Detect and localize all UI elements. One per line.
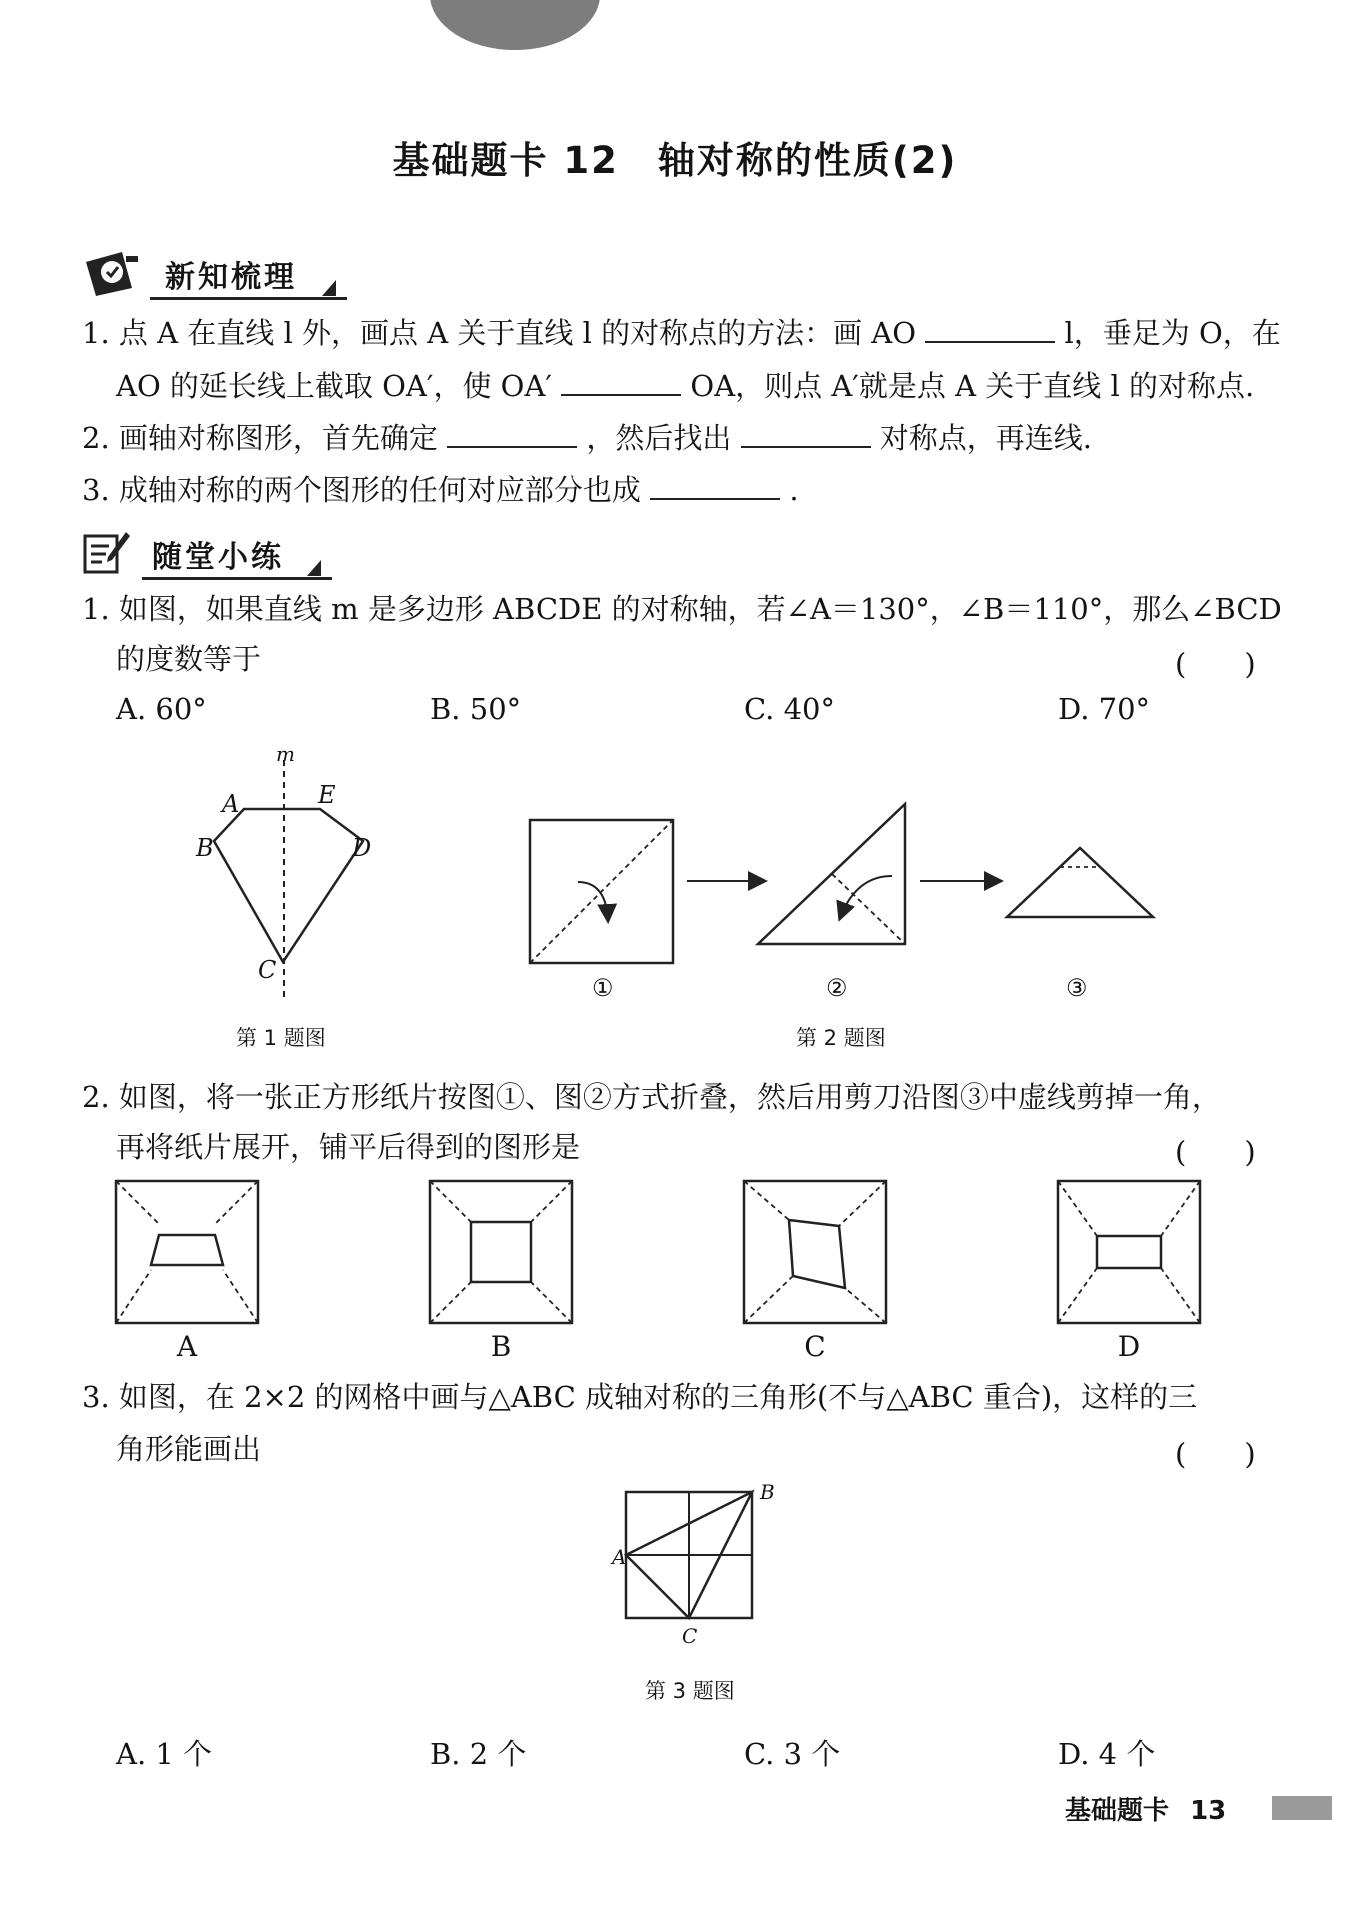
- section-label-practice: 随堂小练: [152, 540, 284, 575]
- choice-a-label[interactable]: A: [176, 1330, 198, 1363]
- option-b[interactable]: B. 2 个: [430, 1737, 527, 1771]
- review-q1-text-c: AO 的延长线上截取 OA′，使 OA′: [116, 369, 552, 403]
- review-q1-line2: [116, 368, 1254, 404]
- answer-blank[interactable]: [561, 368, 681, 396]
- practice-q3-line2: 角形能画出: [116, 1432, 262, 1466]
- option-c[interactable]: C. 40°: [744, 692, 835, 726]
- choice-c-label[interactable]: C: [804, 1330, 826, 1363]
- section-triangle: [307, 560, 321, 576]
- practice-q1-line2: 的度数等于: [116, 642, 262, 676]
- option-b[interactable]: B. 50°: [430, 692, 522, 726]
- grid-label-A: A: [612, 1545, 627, 1569]
- review-q2-text-c: 对称点，再连线.: [879, 421, 1092, 455]
- review-q1-line1: [82, 315, 1281, 351]
- practice-q3-line1: 3. 如图，在 2×2 的网格中画与△ABC 成轴对称的三角形(不与△ABC 重合)，这样的三: [82, 1380, 1198, 1414]
- label-A: A: [222, 790, 240, 818]
- step-2-label: ②: [826, 974, 848, 1002]
- section-label-review: 新知梳理: [165, 260, 297, 295]
- pencil-note-icon: [82, 530, 132, 576]
- footer-label: 基础题卡: [1065, 1796, 1170, 1826]
- answer-blank[interactable]: [650, 472, 780, 500]
- choice-b-figure[interactable]: [429, 1180, 574, 1325]
- review-q3-text-b: .: [789, 473, 799, 507]
- label-D: D: [352, 834, 372, 862]
- practice-q2-line1: 2. 如图，将一张正方形纸片按图①、图②方式折叠，然后用剪刀沿图③中虚线剪掉一角，: [82, 1080, 1221, 1114]
- review-q1-text-b: l，垂足为 O，在: [1064, 316, 1281, 350]
- answer-blank[interactable]: [447, 420, 577, 448]
- review-q1-text-d: OA，则点 A′就是点 A 关于直线 l 的对称点.: [690, 369, 1255, 403]
- figure-2-caption: 第 2 题图: [796, 1026, 886, 1050]
- review-q3: [82, 472, 799, 508]
- step-3-small-triangle: [1007, 848, 1153, 917]
- label-C: C: [258, 956, 277, 984]
- page-number: 13: [1190, 1796, 1227, 1826]
- label-B: B: [196, 834, 214, 862]
- answer-paren[interactable]: ( ): [1175, 1135, 1256, 1169]
- figure-2-folding: [520, 790, 1160, 990]
- choice-b-label[interactable]: B: [490, 1330, 512, 1363]
- section-header-review: [82, 248, 347, 300]
- choice-d-label[interactable]: D: [1117, 1330, 1141, 1363]
- grid-label-C: C: [682, 1624, 698, 1648]
- option-c[interactable]: C. 3 个: [744, 1737, 841, 1771]
- label-E: E: [318, 781, 336, 809]
- option-d[interactable]: D. 70°: [1058, 692, 1151, 726]
- step-3-label: ③: [1066, 974, 1088, 1002]
- practice-q1-line1: 1. 如图，如果直线 m 是多边形 ABCDE 的对称轴，若∠A＝130°，∠B＝110°，那么∠BCD: [82, 592, 1282, 626]
- footer-bar: [1272, 1796, 1332, 1820]
- answer-paren[interactable]: ( ): [1175, 1437, 1256, 1471]
- section-underline: [142, 577, 332, 580]
- figure-3-grid: [624, 1490, 756, 1622]
- answer-blank[interactable]: [741, 420, 871, 448]
- section-triangle: [322, 280, 336, 296]
- footer: [1065, 1790, 1226, 1827]
- grid-label-B: B: [760, 1480, 775, 1504]
- figure-3-caption: 第 3 题图: [645, 1679, 735, 1703]
- notebook-icon: [82, 248, 142, 298]
- option-a[interactable]: A. 60°: [116, 692, 207, 726]
- label-m: m: [276, 742, 295, 766]
- choice-c-figure[interactable]: [743, 1180, 888, 1325]
- review-q1-text-a: 1. 点 A 在直线 l 外，画点 A 关于直线 l 的对称点的方法：画 AO: [82, 316, 917, 350]
- review-q3-text-a: 3. 成轴对称的两个图形的任何对应部分也成: [82, 473, 641, 507]
- option-d[interactable]: D. 4 个: [1058, 1737, 1156, 1771]
- answer-paren[interactable]: ( ): [1175, 647, 1256, 681]
- answer-blank[interactable]: [925, 315, 1055, 343]
- step-2-triangle: [758, 804, 905, 944]
- review-q2-text-b: ，然后找出: [586, 421, 732, 455]
- review-q2-text-a: 2. 画轴对称图形，首先确定: [82, 421, 438, 455]
- step-1-square: [530, 820, 673, 963]
- practice-q2-line2: 再将纸片展开，铺平后得到的图形是: [116, 1130, 581, 1164]
- review-q2: [82, 420, 1092, 456]
- figure-1-pentagon: [180, 740, 400, 1010]
- choice-a-figure[interactable]: [115, 1180, 260, 1325]
- figure-1-caption: 第 1 题图: [236, 1026, 326, 1050]
- page-tab-shadow: [430, 0, 600, 50]
- pentagon-abcde: [214, 809, 363, 962]
- option-a[interactable]: A. 1 个: [116, 1737, 213, 1771]
- page-title: 基础题卡 12 轴对称的性质(2): [392, 139, 958, 182]
- step-1-label: ①: [592, 974, 614, 1002]
- choice-d-figure[interactable]: [1057, 1180, 1202, 1325]
- section-header-practice: [82, 528, 332, 580]
- section-underline: [150, 297, 347, 300]
